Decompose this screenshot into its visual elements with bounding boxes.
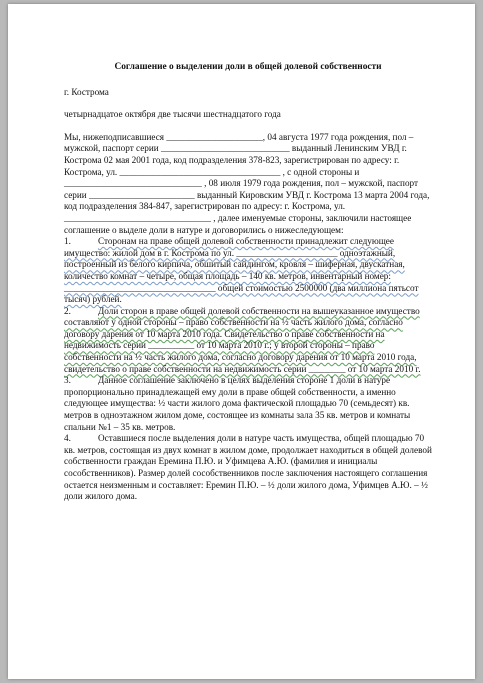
- clause-number: 2.: [64, 305, 71, 316]
- clause-1: [64, 236, 432, 306]
- document-title: Соглашение о выделении доли в общей долевой собственности: [114, 62, 382, 72]
- document-page: [8, 4, 475, 679]
- document-body: [64, 62, 432, 503]
- parties-paragraph: Мы, нижеподписавшиеся _____________________, 04 августа 1977 года рождения, пол – мужской, паспорт серии ____________________________ выданный Ленинским УВД г. Кострома 02 мая 2001 года, код подразделения 378-823, зарегистрирован по адресу: г. Кострома, ул. ___________________________________ , с одной стороны и ______________________________ , 08 июля 1979 года рождения, пол – мужской, паспорт серии _______________________ выданный Кировским УВД г. Кострома 13 марта 2004 года, код подразделения 384-847, зарегистрирован по адресу: г. Кострома, ул. ________________________________ , далее именуемые стороны, заключили настоящее соглашение о выделе доли в натуре и договорились о нижеследующем:: [64, 131, 430, 235]
- clause-4: [64, 433, 432, 503]
- document-city: г. Кострома: [64, 86, 109, 97]
- clause-number: 1.: [64, 236, 71, 247]
- clause-text: Оставшиеся после выделения доли в натуре часть имущества, общей площадью 70 кв. метров, состоящая из двух комнат в жилом доме, продолжает находиться в общей долевой собственности граждан Еремина П.Ю. и Уфимцева А.Ю. (фамилия и инициалы сособственников). Размер долей сособственников после заключения настоящего соглашения остается неизменным и составляет: Еремин П.Ю. – ½ доли жилого дома, Уфимцев А.Ю. – ½ доли жилого дома.: [64, 433, 432, 502]
- clause-text: Данное соглашение заключено в целях выделения стороне 1 доли в натуре пропорционально принадлежащей ему доли в праве общей собственности, а именно следующее имущества: ½ части жилого дома фактической площадью 70 (семьдесят) кв. метров в одноэтажном жилом доме, состоящее из комнаты зала 35 кв. метров и комнаты спальни №1 – 35 кв. метров.: [64, 375, 411, 432]
- clause-text: Сторонам на праве общей долевой собственности принадлежит следующее имущество: жилой дом в г. Кострома по ул. ______________________ одноэтажный, построенный из белого кирпича, обшитый сайдингом, кровля – шиферная, двускатная, количество комнат – четыре, общая площадь – 140 кв. метров, инвентарный номер: _________________________________ общей стоимостью 2500000 (два миллиона пятьсот тысяч) рублей.: [64, 236, 419, 305]
- spacer: [64, 121, 432, 132]
- clause-number: 3.: [64, 375, 71, 386]
- clause-number: 4.: [64, 433, 71, 444]
- document-date: четырнадцатое октября две тысячи шестнадцатого года: [64, 109, 281, 120]
- clause-3: [64, 375, 432, 433]
- clause-text: Доли сторон в праве общей долевой собственности на вышеуказанное имущество составляют у одной стороны – право собственности на ½ часть жилого дома, согласно договору дарения от 10 марта 2010 года. Свидетельство о праве собственности на недвижимость серии __________ от 10 марта 2010 г.; у второй стороны – право собственности на ½ часть жилого дома, согласно договору дарения от 10 марта 2010 года, свидетельство о праве собственности на недвижимость серии ________ от 10 марта 2010 г.: [64, 305, 421, 374]
- spacer: [64, 98, 432, 109]
- clause-2: [64, 306, 432, 376]
